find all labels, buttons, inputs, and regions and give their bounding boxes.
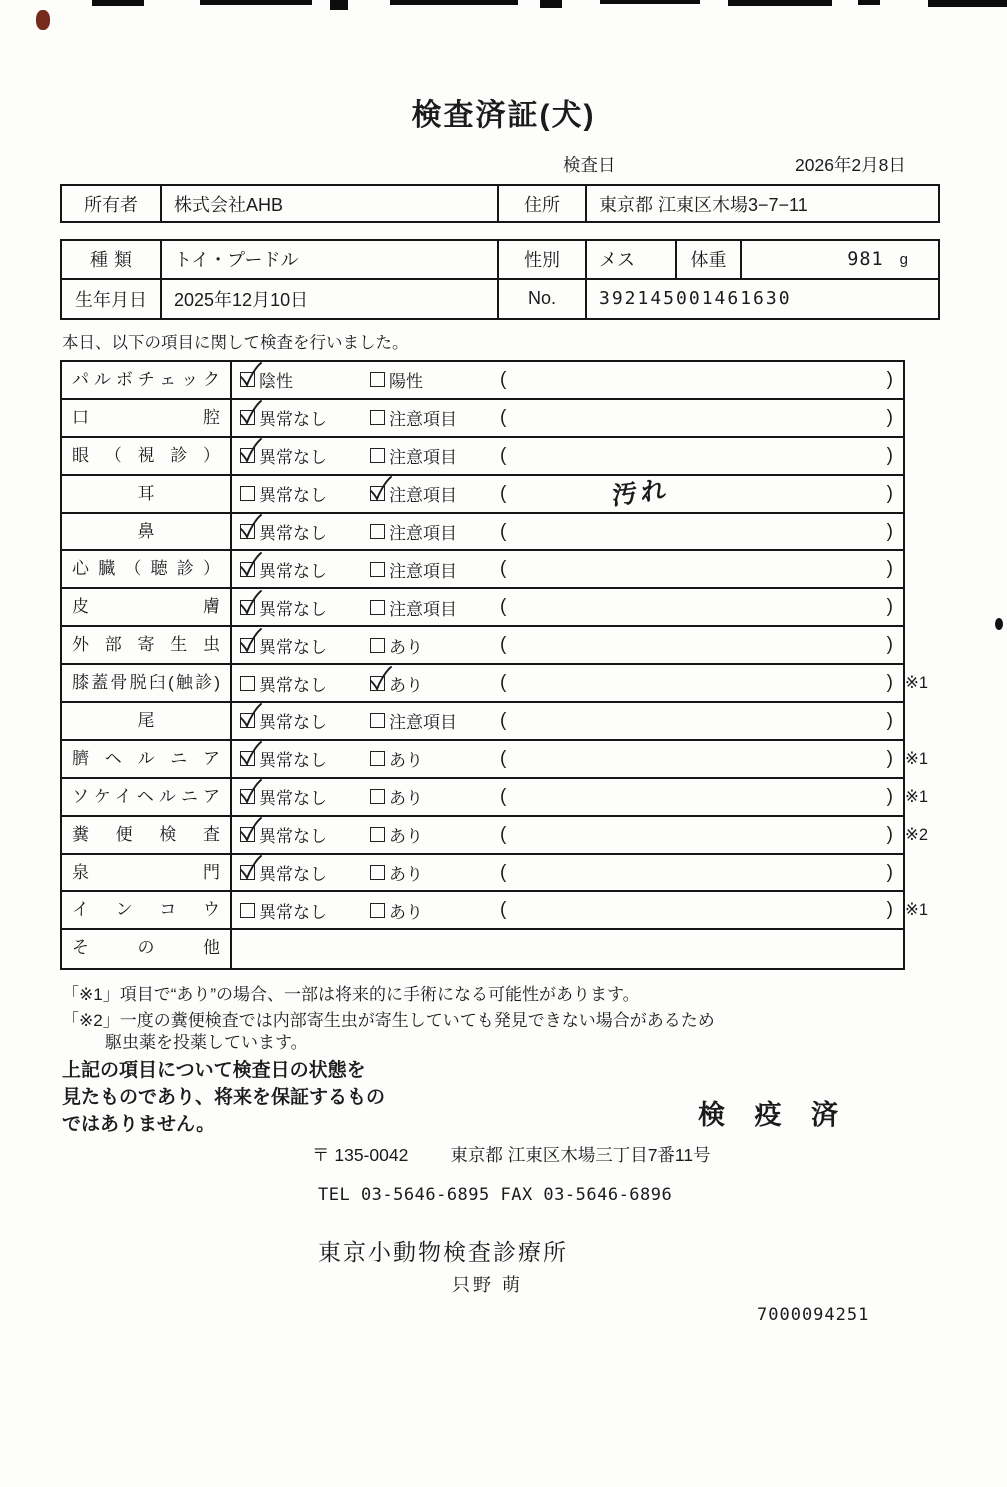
option-1-label: 異常なし [259,675,327,695]
remarks-field [500,445,893,467]
exam-item-label: 皮膚 [62,589,232,625]
option-1 [232,860,362,885]
checkbox-icon [370,638,385,653]
inspection-date-value: 2026年2月8日 [795,155,906,175]
exam-options [232,855,903,891]
clinic-name: 東京小動物検査診療所 [318,1239,568,1265]
option-1-label: 異常なし [259,448,327,468]
remarks-field [500,824,893,846]
birthdate-value: 2025年12月10日 [162,280,499,319]
exam-item-label: 泉門 [62,855,232,891]
owner-label: 所有者 [62,186,162,221]
option-2-label: 注意項目 [389,524,457,543]
exam-item-label: 耳 [62,476,232,512]
checkbox-icon [370,713,385,728]
checkbox-icon [240,600,255,615]
checkbox-icon [370,486,385,501]
checkbox-icon [370,524,385,539]
footnote-ref: ※1 [905,749,929,768]
checkbox-icon [240,751,255,766]
handwritten-check-icon [237,437,263,465]
option-2 [362,633,492,658]
paren-close: ) [886,672,893,694]
page-title: 検査済証(犬) [411,99,596,132]
option-1 [232,671,362,696]
scan-artifact [928,0,1007,7]
handwritten-check-icon [237,627,263,655]
exam-options [232,514,903,550]
paren-close: ) [886,520,893,542]
address-label: 住所 [499,186,587,221]
option-2 [362,898,492,923]
weight-value-cell [742,241,938,278]
option-2 [362,367,492,392]
handwritten-check-icon [237,361,263,389]
checklist-row [62,703,903,741]
weight-value: 981 [847,248,884,270]
paren-open: ( [500,596,507,618]
option-2-label: あり [389,637,423,657]
option-1 [232,633,362,658]
footnote-ref: ※2 [905,825,929,844]
checkbox-icon [370,827,385,842]
scan-artifact [330,0,348,10]
exam-item-label: 口腔 [62,400,232,436]
checkbox-icon [370,789,385,804]
handwritten-check-icon [237,740,263,768]
option-2 [362,481,492,506]
footnote-2-line1: 「※2」一度の糞便検査では内部寄生虫が寄生していても発見できない場合があるため [62,1011,715,1030]
exam-options [232,476,903,512]
option-1 [232,822,362,847]
disclaimer-line-3: ではありません。 [62,1114,216,1135]
clinic-address: 東京都 江東区木場三丁目7番11号 [450,1145,711,1165]
paren-open: ( [500,482,507,504]
pet-info-table [60,239,940,320]
checkbox-icon [240,448,255,463]
pet-info-row-1 [62,241,938,280]
option-2-label: あり [389,789,423,809]
paren-close: ) [886,823,893,845]
checklist-row [62,627,903,665]
paren-close: ) [886,634,893,656]
remarks-field [500,710,893,732]
exam-options [232,892,903,928]
checklist-row [62,855,903,893]
checklist-row [62,930,903,968]
checkbox-icon [240,865,255,880]
checkbox-icon [240,676,255,691]
option-1-label: 異常なし [259,865,327,885]
paren-open: ( [500,406,507,428]
handwritten-check-icon [237,513,263,541]
option-2 [362,405,492,430]
remarks-field [500,407,893,429]
option-1-label: 異常なし [259,486,327,506]
option-2 [362,595,492,620]
remarks-field [500,786,893,808]
exam-options [232,551,903,587]
option-1 [232,519,362,544]
option-1-label: 異常なし [259,751,327,771]
scan-artifact [600,0,700,4]
checkbox-icon [370,600,385,615]
checklist-row [62,741,929,779]
footnote-ref: ※1 [905,674,929,693]
exam-item-label: パルボチェック [62,362,232,398]
option-1-label: 異常なし [259,561,327,581]
checkbox-icon [370,751,385,766]
paren-close: ) [886,899,893,921]
option-1 [232,367,362,392]
option-1-label: 異常なし [259,599,327,619]
checklist-row [62,551,903,589]
serial-number: 7000094251 [757,1305,870,1325]
exam-item-label: 外部寄生虫 [62,627,232,663]
sex-value: メス [587,241,677,278]
checkbox-icon [240,562,255,577]
checklist-row [62,438,903,476]
paren-close: ) [886,747,893,769]
checkbox-icon [240,789,255,804]
paren-open: ( [500,785,507,807]
scan-artifact [540,0,562,8]
type-value: トイ・プードル [162,241,499,278]
weight-label: 体重 [677,241,742,278]
exam-item-label: 膝蓋骨脱臼(触診) [62,665,232,701]
footnote-2-line2: 駆虫薬を投薬しています。 [105,1033,308,1052]
clinic-address-line [312,1142,711,1167]
option-1 [232,557,362,582]
handwritten-check-icon [237,702,263,730]
footnote-ref: ※1 [905,787,929,806]
checkbox-icon [370,562,385,577]
checkbox-icon [240,638,255,653]
exam-options [232,589,903,625]
handwritten-check-icon [367,665,393,693]
option-2-label: 注意項目 [389,713,457,733]
remarks-field [500,748,893,770]
footnote-ref: ※1 [905,901,929,920]
birthdate-label: 生年月日 [62,280,162,319]
exam-item-label: その他 [62,930,232,968]
option-1 [232,746,362,771]
paren-close: ) [886,861,893,883]
footnote-1: 「※1」項目で“あり”の場合、一部は将来的に手術になる可能性があります。 [62,985,640,1004]
exam-options [232,627,903,663]
scan-artifact [858,0,880,5]
paren-open: ( [500,823,507,845]
paren-close: ) [886,368,893,390]
checklist-row [62,817,929,855]
option-1-label: 異常なし [259,713,327,733]
remarks-field [500,634,893,656]
sex-label: 性別 [499,241,587,278]
inspection-date-label: 検査日 [563,155,616,175]
exam-item-label: 心臓（聴診） [62,551,232,587]
exam-options [232,779,903,815]
option-2-label: 注意項目 [389,448,457,468]
exam-options [232,438,903,474]
scan-artifact [92,0,144,6]
option-2 [362,784,492,809]
paren-close: ) [886,482,893,504]
exam-item-label: インコウ [62,892,232,928]
scan-artifact [200,0,312,5]
paren-open: ( [500,558,507,580]
option-1 [232,708,362,733]
exam-item-label: 眼（視診） [62,438,232,474]
no-label: No. [499,280,587,319]
exam-options [232,362,903,398]
remarks-field [500,862,893,884]
exam-options [232,703,903,739]
scan-artifact [36,10,50,30]
exam-item-label: 鼻 [62,514,232,550]
option-2 [362,746,492,771]
paren-close: ) [886,406,893,428]
paren-open: ( [500,672,507,694]
option-1-label: 異常なし [259,827,327,847]
option-2 [362,671,492,696]
tel-fax-line: TEL 03-5646-6895 FAX 03-5646-6896 [318,1185,673,1205]
option-2-label: 注意項目 [389,486,457,506]
option-2 [362,443,492,468]
option-2-label: 注意項目 [389,599,457,619]
option-1-label: 異常なし [259,410,327,430]
exam-item-label: ソケイヘルニア [62,779,232,815]
option-2-label: あり [389,675,423,695]
checklist-row [62,892,929,930]
paren-open: ( [500,899,507,921]
paren-open: ( [500,368,507,390]
handwritten-check-icon [237,816,263,844]
option-1 [232,481,362,506]
paren-open: ( [500,444,507,466]
exam-item-label: 尾 [62,703,232,739]
checkbox-icon [370,676,385,691]
option-2-label: あり [389,827,423,847]
checklist-row [62,400,903,438]
option-2 [362,519,492,544]
option-1-label: 陰性 [259,372,293,392]
checklist-row [62,514,903,552]
intro-text: 本日、以下の項目に関して検査を行いました。 [62,334,409,352]
option-2-label: あり [389,902,423,922]
remarks-field [500,474,893,511]
paren-open: ( [500,709,507,731]
postal-code: 〒 135-0042 [312,1145,409,1165]
exam-checklist-table [60,360,929,970]
remarks-field [500,899,893,921]
option-1 [232,443,362,468]
paren-close: ) [886,596,893,618]
handwritten-check-icon [237,399,263,427]
address-value: 東京都 江東区木場3−7−11 [599,194,808,215]
checklist-row [62,665,929,703]
remarks-field [500,596,893,618]
checkbox-icon [370,903,385,918]
checklist-row [62,362,903,400]
handwritten-check-icon [237,589,263,617]
option-1 [232,405,362,430]
checkbox-icon [370,448,385,463]
checkbox-icon [240,524,255,539]
option-2-label: 注意項目 [389,410,457,430]
option-2-label: あり [389,751,423,771]
scan-artifact [728,0,832,6]
checkbox-icon [370,372,385,387]
option-2-label: あり [389,865,423,885]
exam-options [232,665,903,701]
handwritten-check-icon [237,854,263,882]
pet-info-row-2 [62,280,938,319]
handwritten-check-icon [237,551,263,579]
quarantine-stamp-text: 検 疫 済 [698,1100,850,1130]
option-2 [362,557,492,582]
disclaimer [62,1057,385,1138]
veterinarian-name: 只野 萌 [452,1275,524,1295]
paren-close: ) [886,785,893,807]
option-1-label: 異常なし [259,789,327,809]
checklist-row [62,589,903,627]
paren-close: ) [886,444,893,466]
paren-open: ( [500,861,507,883]
option-2-label: 陽性 [389,372,423,392]
checklist-row [62,476,903,514]
option-2-label: 注意項目 [389,561,457,581]
handwritten-check-icon [367,475,393,503]
checkbox-icon [240,486,255,501]
no-value: 392145001461630 [599,288,792,310]
type-label: 種類 [62,241,162,278]
owner-value: 株式会社AHB [162,186,499,221]
exam-item-label: 臍ヘルニア [62,741,232,777]
paren-open: ( [500,634,507,656]
paren-close: ) [886,558,893,580]
remarks-field [500,672,893,694]
exam-item-label: 糞便検査 [62,817,232,853]
remarks-field [500,521,893,543]
checklist-row [62,779,929,817]
checkbox-icon [240,903,255,918]
option-1 [232,898,362,923]
remarks-field [500,558,893,580]
handwritten-remark: 汚れ [611,474,671,511]
checkbox-icon [370,410,385,425]
disclaimer-line-1: 上記の項目について検査日の状態を [62,1060,366,1081]
exam-options [232,817,903,853]
option-1-label: 異常なし [259,524,327,543]
option-1-label: 異常なし [259,902,327,922]
owner-table [60,184,940,223]
option-2 [362,708,492,733]
weight-unit: g [899,250,908,268]
option-1 [232,784,362,809]
checkbox-icon [240,827,255,842]
scan-artifact [390,0,518,5]
option-1 [232,595,362,620]
paren-close: ) [886,709,893,731]
checkbox-icon [240,372,255,387]
exam-options [232,741,903,777]
checkbox-icon [240,410,255,425]
paren-open: ( [500,520,507,542]
disclaimer-line-2: 見たものであり、将来を保証するもの [62,1087,386,1108]
option-2 [362,822,492,847]
exam-options [232,400,903,436]
option-2 [362,860,492,885]
remarks-field [500,369,893,391]
paren-open: ( [500,747,507,769]
handwritten-check-icon [237,778,263,806]
checkbox-icon [370,865,385,880]
checkbox-icon [240,713,255,728]
option-1-label: 異常なし [259,637,327,657]
scan-artifact [995,618,1003,630]
